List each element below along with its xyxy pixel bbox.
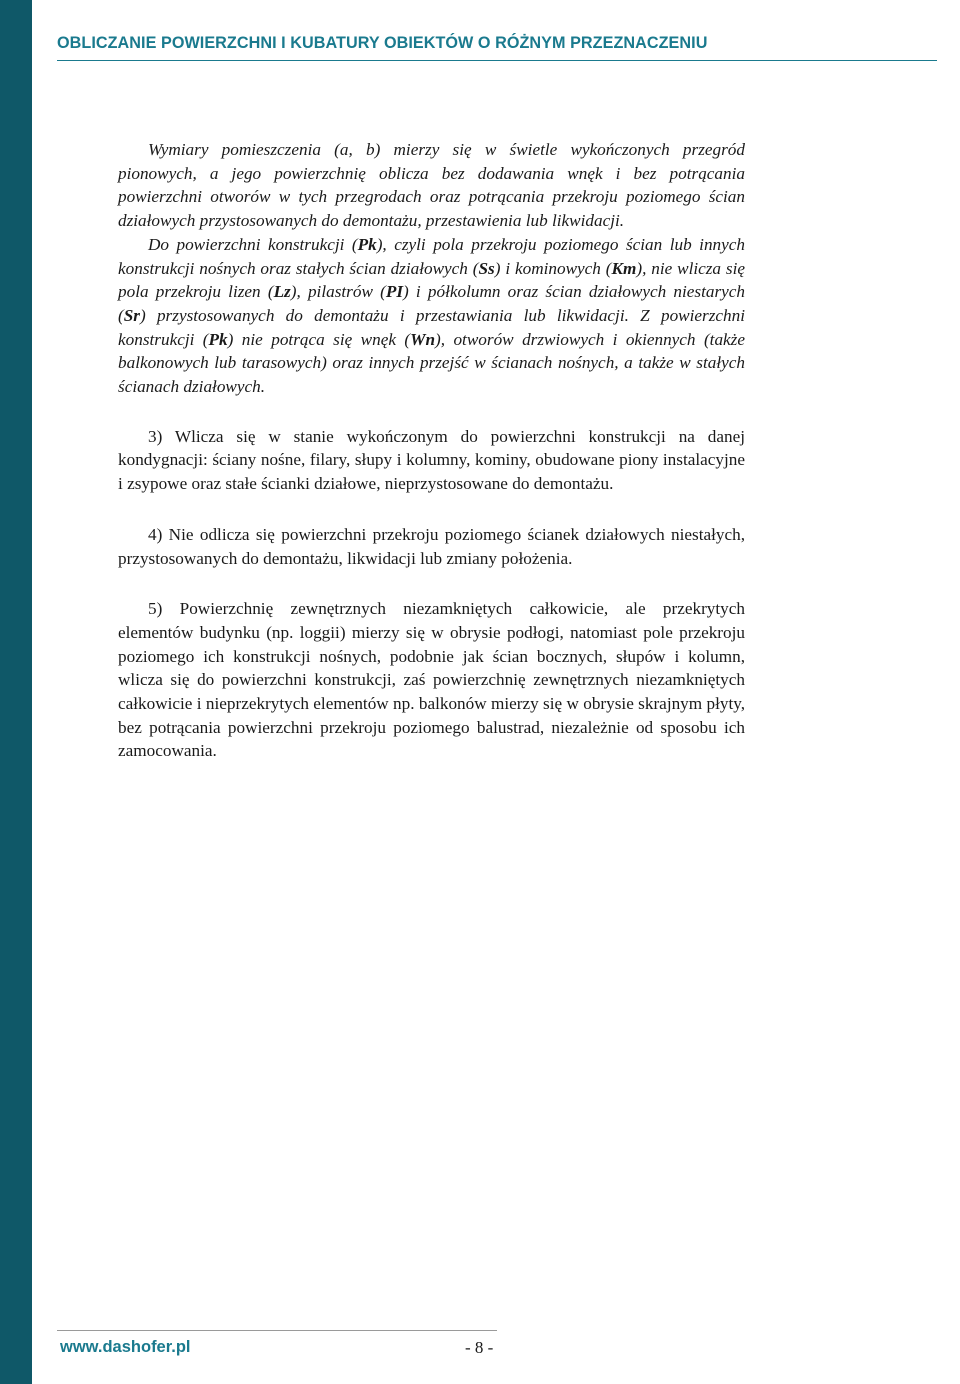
text-run: ) przystosowanych do demontażu i przestawiania lub likwidacji. Z powierzchni konstrukcji ( [118,305,745,349]
paragraph-construction-area [118,233,745,399]
symbol-km: Km [611,258,637,278]
numbered-section [118,425,745,763]
symbol-ss: Ss [478,258,495,278]
text-run: ), pilastrów ( [290,282,386,302]
symbol-pk: Pk [357,234,377,254]
italic-section [118,138,745,399]
symbol-pk-2: Pk [208,329,228,349]
symbol-pi: PI [385,282,404,302]
symbol-sr: Sr [123,305,140,325]
symbol-lz: Lz [273,282,291,302]
footer-website-link[interactable]: www.dashofer.pl [60,1338,191,1356]
text-run: ) i kominowych ( [494,258,612,278]
text-run: ), czyli pola przekroju poziomego ścian lub innych konstrukcji nośnych oraz stałych ścian działowych ( [118,234,745,278]
paragraph-point-4: 4) Nie odlicza się powierzchni przekroju poziomego ścianek działowych niestałych, przystosowanych do demontażu, likwidacji lub zmiany położenia. [118,524,745,568]
text-run: Do powierzchni konstrukcji ( [148,234,358,254]
paragraph-room-dimensions: Wymiary pomieszczenia (a, b) mierzy się w świetle wykończonych przegród pionowych, a jego powierzchnię oblicza bez dodawania wnęk i bez potrącania powierzchni otworów w tych przegrodach oraz potrącania przekroju poziomego ścian działowych przystosowanych do demontażu, przestawienia lub likwidacji. [118,140,745,231]
paragraph-point-3: 3) Wlicza się w stanie wykończonym do powierzchni konstrukcji na danej kondygnacji: ściany nośne, filary, słupy i kolumny, kominy, obudowane piony instalacyjne i zsypowe oraz stałe ścianki działowe, nieprzystosowane do demontażu. [118,426,745,494]
text-run: ) i półkolumn oraz ścian działowych niestarych ( [118,282,745,325]
document-body [118,138,745,763]
text-run: ) nie potrąca się wnęk ( [227,329,411,349]
header-divider [57,60,937,61]
text-run: ), otworów drzwiowych i okiennych (także balkonowych lub tarasowych) oraz innych przejść w ścianach nośnych, a także w stałych ścianach działowych. [118,329,745,397]
sidebar-bar [0,0,32,1384]
footer-divider [57,1330,497,1331]
page-header-title: OBLICZANIE POWIERZCHNI I KUBATURY OBIEKTÓW O RÓŻNYM PRZEZNACZENIU [57,34,708,52]
page-number: - 8 - [465,1338,494,1357]
text-run: ), nie wlicza się pola przekroju lizen ( [118,258,745,302]
paragraph-point-5: 5) Powierzchnię zewnętrznych niezamkniętych całkowicie, ale przekrytych elementów budynku (np. loggii) mierzy się w obrysie podłogi, natomiast pole przekroju poziomego ich konstrukcji nośnych, podobnie jak ścian bocznych, słupów i kolumn, wlicza się do powierzchni konstrukcji, zaś powierzchnię zewnętrznych niezamkniętych całkowicie i nieprzekrytych elementów np. balkonów mierzy się w obrysie skrajnym płyty, bez potrącania powierzchni przekroju poziomego balustrad, niezależnie od sposobu ich zamocowania. [118,599,745,761]
symbol-wn: Wn [410,329,435,349]
